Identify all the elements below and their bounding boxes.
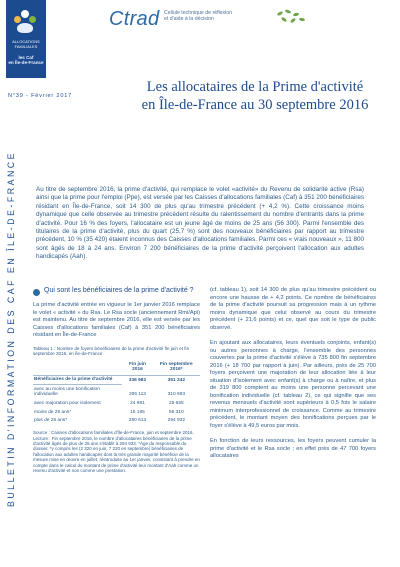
table-row (33, 385, 200, 400)
row-label: moins de 25 ans* (34, 409, 72, 415)
right-paragraph-3: En fonction de leurs ressources, les foyers peuvent cumuler la prime d'activité et le Rsa socle ; en effet près de 47 700 foyers allocataires (210, 438, 376, 459)
row-value-june: 16 185 (130, 409, 145, 415)
logo-caf-line-1: les Caf (18, 55, 34, 60)
side-banner-text: BULLETIN D'INFORMATION DES CAF EN ÎLE-DE-FRANCE (6, 150, 16, 507)
table-header-row (33, 360, 200, 376)
row-label: avec au moins une bonification individuelle (34, 387, 100, 398)
row-value-september: 56 310 (168, 409, 184, 415)
section-heading (33, 287, 200, 296)
logo-line-1: ALLOCATIONS (12, 40, 40, 44)
side-banner (0, 100, 22, 557)
row-value-september: 351 242 (167, 377, 185, 383)
row-value-september: 25 655 (168, 401, 184, 407)
family-icon (12, 10, 38, 36)
table-header-june: Fin juin 2016 (122, 360, 152, 376)
brand-tagline (164, 10, 274, 22)
logo-text (8, 40, 44, 49)
issue-number: N°39 - Février 2017 (8, 93, 73, 99)
row-value-june: 280 613 (128, 418, 147, 424)
intro-paragraph: Au titre de septembre 2016, la prime d'activité, qui remplace le volet «activité» du Revenu de solidarité active (Rsa) ainsi que la prime pour l'emploi (Ppe), est versée par les Caisses d'allocations familiales (Caf) à 351 200 bénéficiaires résidant en Île-de-France, soit 14 300 de plus qu'au trimestre précédent (+ 4,2 %). Cette croissance moins dynamique que celle observée au trimestre précédent résulte du ralentissement du nombre d'entrants dans la prime d'activité. Pour 16 % des foyers, l'allocataire est un jeune âgé de moins de 25 ans (56 300). Parmi l'ensemble des titulaires de la prime d'activité, plus du quart (25,7 %) sont des nouveaux bénéficiaires par rapport au trimestre précédent, 10 % (35 420) étaient inconnus des Caisses d'allocations familiales. Parmi ces « vrais nouveaux », 11 800 sont âgés de 18 à 24 ans. Environ 7 200 bénéficiaires de la prime d'activité perçoivent l'allocation aux adultes handicapés (Aah). (36, 186, 364, 261)
row-value-september: 294 932 (167, 418, 185, 424)
table-source-note: Source : Caisses d'allocations familiales d'Île-de-France, juin et septembre 2016. Lecture : Fin septembre 2016, le nombre d'allocataires bénéficiaires de la prime d'activité âgés de plus de 25 ans s'établit à 294 933. *Âge du responsable du dossier. *y compris les (2 320 en juin, 7 220 en septembre) bénéficiaires de l'allocation aux adultes handicapés dont la très grande majorité bénéficie de la mesure mise en œuvre en juillet, réintroduite au 1er janvier, consistant à prendre en compte dans le calcul du montant de prime d'activité leur montant d'Aah comme un revenu d'activité et non comme une prestation. (33, 430, 200, 474)
right-column (210, 287, 376, 469)
row-value-september: 310 693 (167, 392, 185, 398)
caf-logo (6, 0, 46, 78)
logo-caf-text (8, 55, 44, 66)
tagline-line-1: Cellule technique de réflexion (164, 10, 233, 16)
logo-line-2: FAMILIALES (14, 44, 38, 49)
page-title (130, 78, 380, 114)
row-value-june: 295 113 (128, 392, 146, 398)
row-value-june: 336 982 (128, 377, 147, 383)
beneficiaries-table (33, 360, 200, 426)
table-row (33, 399, 200, 408)
table-header-september: Fin septembre 2016* (153, 360, 200, 376)
left-column (33, 287, 200, 474)
right-paragraph-2: En ajoutant aux allocataires, leurs éventuels conjoints, enfant(s) ou autres personnes à charge, l'ensemble des personnes couvertes par la prime d'activité s'élève à 735 800 fin septembre 2016 (+ 18 700 par rapport à juin). Par ailleurs, près de 25 700 foyers perçoivent une majoration de leur allocation liée à leur situation d'isolement avec enfant(s) à charge ou à naître, et plus de 319 800 comptent au moins une personne percevant une bonification individuelle (cf. tableau 2), ce qui signifie que ses revenus mensuels d'activité sont supérieurs à 0,5 fois le salaire minimum interprofessionnel de croissance. Comme au trimestre précédent, le montant moyen des bonifications perçues par le foyer s'élève à 49,5 euros par mois. (210, 340, 376, 429)
title-line-2: en Île-de-France au 30 septembre 2016 (141, 97, 369, 113)
title-line-1: Les allocataires de la Prime d'activité (146, 79, 364, 95)
row-label: Bénéficiaires de la prime d'activité (33, 375, 122, 385)
table-caption: Tableau 1 : Nombre de foyers bénéficiaires de la prime d'activité fin juin et fin septembre 2016, en Île-de-France (33, 345, 190, 357)
table-row (33, 417, 200, 426)
row-label: avec majoration pour isolement (34, 401, 101, 407)
table-header-label (33, 360, 122, 376)
left-paragraph: La prime d'activité entrée en vigueur le 1er janvier 2016 remplace le volet « activité » du Rsa. Le Rsa socle (anciennement Rmi/Api) est maintenu. Au titre de septembre 2016, elle est versée par les Caisses d'allocations familiales (Caf) à 351 200 bénéficiaires résidant en Île-de-France (33, 302, 200, 338)
row-value-june: 24 981 (130, 401, 145, 407)
brand-name: Ctrad (109, 8, 160, 30)
section-question: Qui sont les bénéficiaires de la prime d'activité ? (44, 287, 194, 294)
tagline-line-2: et d'aide à la décision (164, 16, 214, 23)
right-paragraph-1: (cf. tableau 1), soit 14 300 de plus qu'au trimestre précédent ou encore une hausse de + 4,2 points. Ce nombre de bénéficiaires de la prime d'activité poursuit sa progression mais à un rythme moins dynamique que celui observé au cours du trimestre précédent (+ 21,6 points) et ce, quel que soit le type de public observé. (210, 287, 376, 331)
table-row (33, 408, 200, 417)
leaf-ornament-icon (273, 10, 313, 26)
row-label: plus de 25 ans* (34, 418, 68, 424)
table-row (33, 375, 200, 385)
logo-caf-line-2: en Île-de-France (8, 60, 44, 66)
bullet-icon (33, 289, 40, 296)
